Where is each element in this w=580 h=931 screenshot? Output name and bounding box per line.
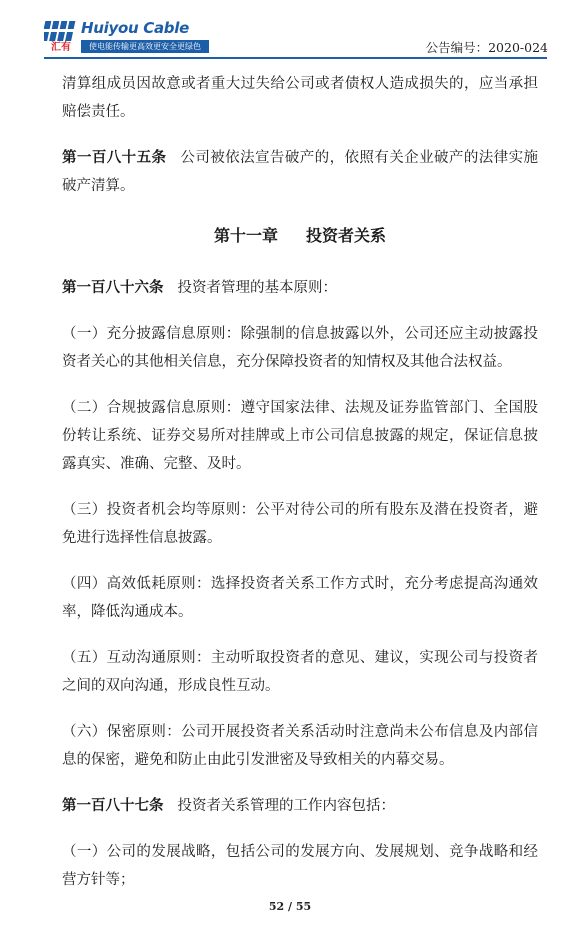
logo-chinese-name: 汇有 — [51, 42, 71, 53]
principle-item: （一）充分披露信息原则：除强制的信息披露以外，公司还应主动披露投资者关心的其他相关信息，充分保障投资者的知情权及其他合法权益。 — [62, 326, 538, 370]
article-label: 第一百八十六条 — [62, 279, 164, 296]
document-body — [62, 70, 538, 912]
article-187 — [62, 792, 538, 820]
company-logo — [44, 18, 201, 54]
logo-slogan: 使电能传输更高效更安全更绿色 — [81, 40, 209, 53]
chapter-number: 第十一章 — [213, 226, 278, 245]
paragraph: 清算组成员因故意或者重大过失给公司或者债权人造成损失的，应当承担赔偿责任。 — [62, 76, 538, 120]
principle-item: （五）互动沟通原则：主动听取投资者的意见、建议，实现公司与投资者之间的双向沟通，形成良性互动。 — [62, 650, 538, 694]
article-186 — [62, 274, 538, 302]
logo-mark-icon — [44, 18, 78, 44]
chapter-heading — [62, 224, 538, 248]
article-text: 投资者管理的基本原则： — [177, 280, 337, 296]
header-divider — [44, 57, 547, 59]
logo-brand-name: Huiyou Cable — [81, 19, 189, 37]
article-label: 第一百八十七条 — [62, 797, 164, 814]
content-item: （一）公司的发展战略，包括公司的发展方向、发展规划、竞争战略和经营方针等； — [62, 844, 538, 888]
principle-item: （三）投资者机会均等原则：公平对待公司的所有股东及潜在投资者，避免进行选择性信息披露。 — [62, 502, 538, 546]
article-label: 第一百八十五条 — [62, 149, 167, 166]
article-text: 公司被依法宣告破产的，依照有关企业破产的法律实施破产清算。 — [62, 150, 539, 194]
principle-item: （四）高效低耗原则：选择投资者关系工作方式时，充分考虑提高沟通效率，降低沟通成本。 — [62, 576, 538, 620]
chapter-title: 投资者关系 — [306, 226, 387, 245]
page-number: 52 / 55 — [268, 900, 312, 913]
principle-item: （六）保密原则：公司开展投资者关系活动时注意尚未公布信息及内部信息的保密，避免和防止由此引发泄密及导致相关的内幕交易。 — [62, 724, 538, 768]
principle-item: （二）合规披露信息原则：遵守国家法律、法规及证券监管部门、全国股份转让系统、证券交易所对挂牌或上市公司信息披露的规定，保证信息披露真实、准确、完整、及时。 — [62, 400, 538, 472]
article-text: 投资者关系管理的工作内容包括： — [177, 798, 395, 814]
article-185 — [62, 144, 538, 200]
notice-number: 公告编号：2020-024 — [425, 40, 548, 55]
page-header — [0, 0, 580, 70]
